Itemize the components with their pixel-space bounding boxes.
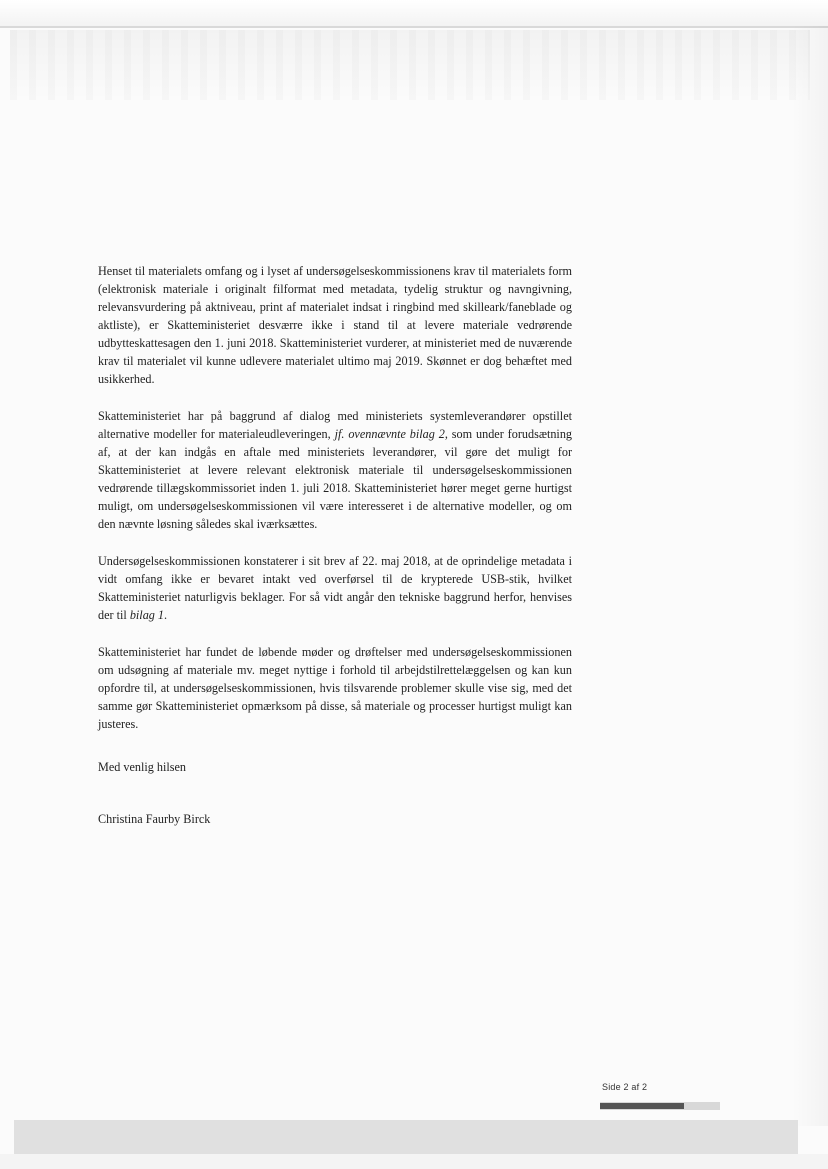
paragraph-2 — [98, 407, 572, 533]
scan-bottom-shadow — [14, 1120, 798, 1154]
footer-progress-fill — [600, 1103, 684, 1109]
scan-bleed-through — [10, 30, 810, 100]
scan-top-edge — [0, 0, 828, 26]
scan-bottom-strip — [0, 1154, 828, 1169]
page-number: Side 2 af 2 — [602, 1082, 648, 1092]
footer-progress-bar — [600, 1102, 720, 1110]
paragraph-3-text-end: . — [164, 608, 168, 622]
scan-top-line — [0, 26, 828, 28]
paragraph-3-text-start: Undersøgelseskommissionen konstaterer i sit brev af 22. maj 2018, at de oprindelige metadata i vidt omfang ikke er bevaret intakt ved overførsel til de krypterede USB-stik, hvilket Skatteministeriet naturligvis beklager. For så vidt angår den tekniske baggrund herfor, henvises der til — [98, 554, 572, 622]
paragraph-2-reference: jf. ovennævnte bilag 2 — [334, 427, 445, 441]
scan-right-edge — [792, 26, 828, 1126]
closing-greeting: Med venlig hilsen — [98, 760, 187, 774]
paragraph-1: Henset til materialets omfang og i lyset af undersøgelseskommissionens krav til materialets form (elektronisk materiale i originalt filformat med metadata, tydelig struktur og navngivning, relevansvurdering på aktniveau, print af materialet indsat i ringbind med skilleark/faneblade og aktliste), er Skatteministeriet desværre ikke i stand til at levere materiale vedrørende udbytteskattesagen den 1. juni 2018. Skatteministeriet vurderer, at ministeriet med de nuværende krav til materialet vil kunne udlevere materialet ultimo maj 2019. Skønnet er dog behæftet med usikkerhed. — [98, 264, 572, 386]
paragraph-3-reference: bilag 1 — [129, 608, 165, 622]
paragraph-3 — [98, 552, 572, 624]
paragraph-2-text-end: , som under forudsætning af, at der kan indgås en aftale med ministeriets leverandører, vil gøre det muligt for Skatteministeriet at levere relevant elektronisk materiale til undersøgelseskommissionen vedrørende tillægskommissoriet inden 1. juli 2018. Skatteministeriet hører meget gerne hurtigst muligt, om undersøgelseskommissionen vil være interesseret i de alternative modeller, og om den nævnte løsning således skal iværksættes. — [98, 427, 573, 531]
signature-name: Christina Faurby Birck — [98, 812, 211, 826]
paragraph-2-text-start: Skatteministeriet har på baggrund af dialog med ministeriets systemleverandører opstillet alternative modeller for materialeudleveringen, — [98, 409, 572, 441]
paragraph-4: Skatteministeriet har fundet de løbende møder og drøftelser med undersøgelseskommissionen om udsøgning af materiale mv. meget nyttige i forhold til arbejdstilrettelæggelsen og kan kun opfordre til, at undersøgelseskommissionen, hvis tilsvarende problemer skulle vise sig, med det samme gør Skatteministeriet opmærksom på disse, så materiale og processer hurtigst muligt kan justeres. — [98, 645, 572, 731]
letter-body — [98, 262, 572, 752]
